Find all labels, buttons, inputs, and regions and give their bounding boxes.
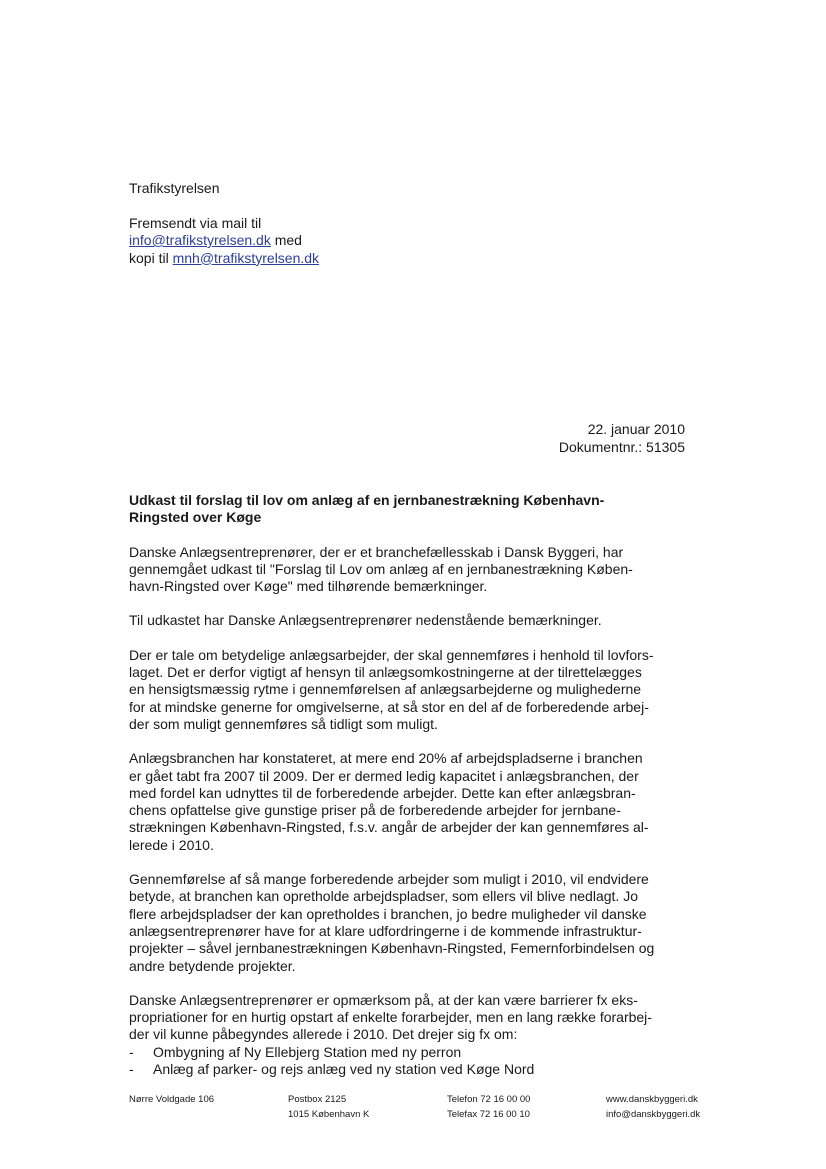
recipient-name: Trafikstyrelsen bbox=[129, 180, 220, 196]
paragraph-line: havn-Ringsted over Køge" med tilhørende bemærkninger. bbox=[129, 578, 488, 595]
paragraph-line: er gået tabt fra 2007 til 2009. Der er dermed ledig kapacitet i anlægsbranchen, der bbox=[129, 767, 639, 784]
dash-bullet: - bbox=[129, 1061, 134, 1078]
list-item bbox=[129, 1061, 689, 1078]
letter-title bbox=[129, 492, 689, 527]
paragraph-line: anlægsentreprenører have for at klare udfordringerne i de kommende infrastruktur- bbox=[129, 922, 642, 939]
paragraph-line: lerede i 2010. bbox=[129, 836, 214, 853]
paragraph-line: Gennemførelse af så mange forberedende arbejder som muligt i 2010, vil endvidere bbox=[129, 871, 649, 888]
date-block bbox=[559, 420, 685, 456]
letter-date: 22. januar 2010 bbox=[587, 421, 685, 437]
copy-email-link[interactable]: mnh@trafikstyrelsen.dk bbox=[172, 249, 320, 266]
paragraph-line: flere arbejdspladser der kan opretholdes i branchen, jo bedre muligheder vil danske bbox=[129, 905, 647, 922]
footer-web-col bbox=[606, 1092, 700, 1122]
recipient-block bbox=[129, 180, 319, 267]
list-item-text: Ombygning af Ny Ellebjerg Station med ny perron bbox=[153, 1043, 462, 1060]
paragraph-line: der vil kunne påbegyndes allerede i 2010. Det drejer sig fx om: bbox=[129, 1026, 518, 1043]
copy-email-line bbox=[129, 250, 319, 268]
paragraph-line: andre betydende projekter. bbox=[129, 957, 296, 974]
paragraph-line: med fordel kan udnyttes til de forberedende arbejder. Dette kan efter anlægsbran- bbox=[129, 784, 636, 801]
footer-postbox-col bbox=[288, 1092, 369, 1122]
footer-email: info@danskbyggeri.dk bbox=[606, 1109, 701, 1120]
paragraph-line: Danske Anlægsentreprenører, der er et branchefællesskab i Dansk Byggeri, har bbox=[129, 543, 624, 560]
paragraph-line: for at mindske generne for omgivelserne, at så stor en del af de forberedende arbej- bbox=[129, 698, 649, 715]
footer-web: www.danskbyggeri.dk bbox=[606, 1094, 698, 1105]
paragraph-line: strækningen København-Ringsted, f.s.v. angår de arbejder der kan gennemføres al- bbox=[129, 819, 649, 836]
document-number: Dokumentnr.: 51305 bbox=[558, 439, 685, 455]
footer-phone-col bbox=[447, 1092, 530, 1122]
spacer bbox=[129, 198, 319, 215]
paragraph bbox=[129, 544, 689, 596]
paragraph bbox=[129, 750, 689, 854]
footer-fax: Telefax 72 16 00 10 bbox=[447, 1109, 530, 1120]
paragraph bbox=[129, 871, 689, 975]
paragraph-line: der som muligt gennemføres så tidligt som muligt. bbox=[129, 715, 438, 732]
letter-body bbox=[129, 492, 689, 1078]
main-email-link[interactable]: info@trafikstyrelsen.dk bbox=[129, 232, 271, 248]
title-line: Ringsted over Køge bbox=[129, 509, 262, 526]
paragraph-line: betyde, at branchen kan opretholde arbejdspladser, som ellers vil blive nedlagt. Jo bbox=[129, 888, 638, 905]
paragraph-line: en hensigtsmæssig rytme i gennemførelsen af anlægsarbejderne og mulighederne bbox=[129, 681, 642, 698]
title-line: Udkast til forslag til lov om anlæg af en jernbanestrækning København- bbox=[129, 492, 605, 508]
dash-bullet: - bbox=[129, 1043, 134, 1060]
paragraph-line: projekter – såvel jernbanestrækningen København-Ringsted, Femernforbindelsen og bbox=[129, 940, 655, 957]
paragraph-line: gennemgået udkast til "Forslag til Lov om anlæg af en jernbanestrækning Køben- bbox=[129, 560, 633, 577]
with-text: med bbox=[270, 232, 302, 248]
copy-to-text: kopi til bbox=[129, 249, 173, 266]
footer-phone: Telefon 72 16 00 00 bbox=[447, 1094, 531, 1105]
paragraph-line: Danske Anlægsentreprenører er opmærksom på, at der kan være barrierer fx eks- bbox=[129, 991, 638, 1008]
sent-via-text: Fremsendt via mail til bbox=[129, 214, 262, 231]
footer-postbox: Postbox 2125 bbox=[288, 1094, 347, 1105]
list-item-text: Anlæg af parker- og rejs anlæg ved ny station ved Køge Nord bbox=[153, 1061, 535, 1078]
paragraph-line: Til udkastet har Danske Anlægsentreprenører nedenstående bemærkninger. bbox=[129, 612, 602, 629]
paragraph bbox=[129, 647, 689, 733]
footer-address-col bbox=[129, 1092, 214, 1107]
footer-address: Nørre Voldgade 106 bbox=[129, 1094, 215, 1105]
paragraph-line: Der er tale om betydelige anlægsarbejder, der skal gennemføres i henhold til lovfors- bbox=[129, 646, 654, 663]
paragraph-line: laget. Det er derfor vigtigt af hensyn til anlægsomkostningerne at der tilrettelægges bbox=[129, 664, 642, 681]
list-item bbox=[129, 1044, 689, 1061]
paragraph-line: Anlægsbranchen har konstateret, at mere end 20% af arbejdspladserne i branchen bbox=[129, 750, 643, 767]
main-email-line bbox=[129, 232, 319, 250]
paragraph bbox=[129, 992, 689, 1044]
bullet-list bbox=[129, 1044, 689, 1079]
paragraph bbox=[129, 612, 689, 629]
footer-city: 1015 København K bbox=[288, 1109, 370, 1120]
paragraph-line: propriationer for en hurtig opstart af enkelte forarbejder, men en lang række forarbej- bbox=[129, 1009, 652, 1026]
paragraph-line: chens opfattelse give gunstige priser på de forberedende arbejder for jernbane- bbox=[129, 802, 621, 819]
